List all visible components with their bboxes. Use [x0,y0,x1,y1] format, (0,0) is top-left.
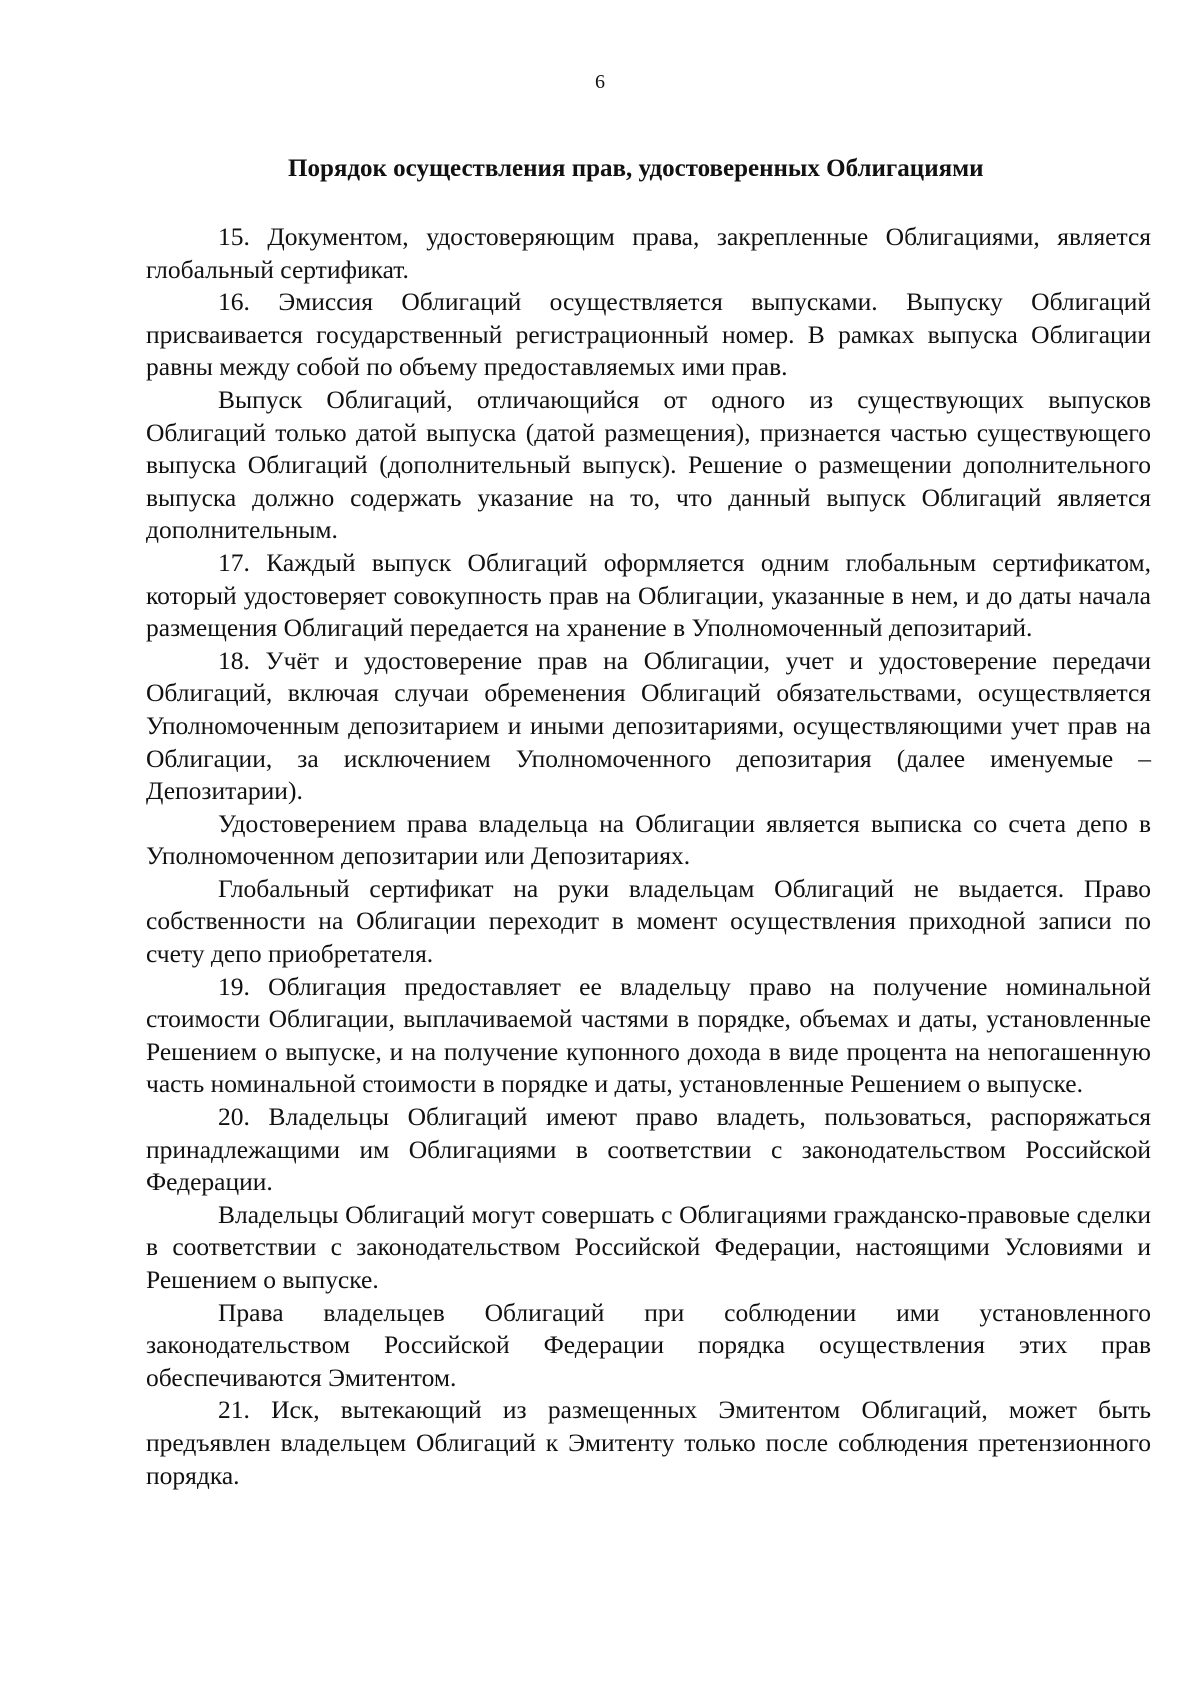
paragraph-18: 18. Учёт и удостоверение прав на Облигации, учет и удостоверение передачи Облигаций, включая случаи обременения Облигаций обязательствами, осуществляется Уполномоченным депозитарием и иными депозитариями, осуществляющими учет прав на Облигации, за исключением Уполномоченного депозитария (далее именуемые – Депозитарии). [146,645,1151,806]
document-body [146,221,1151,1492]
paragraph-20: 20. Владельцы Облигаций имеют право владеть, пользоваться, распоряжаться принадлежащими им Облигациями в соответствии с законодательством Российской Федерации. [146,1102,1151,1197]
paragraph-20-transactions: Владельцы Облигаций могут совершать с Облигациями гражданско-правовые сделки в соответствии с законодательством Российской Федерации, настоящими Условиями и Решением о выпуске. [146,1199,1151,1294]
page-number: 6 [595,71,605,93]
paragraph-18-depo-statement: Удостоверением права владельца на Облигации является выписка со счета депо в Уполномоченном депозитарии или Депозитариях. [146,808,1151,871]
paragraph-20-rights-ensured: Права владельцев Облигаций при соблюдении ими установленного законодательством Российской Федерации порядка осуществления этих прав обеспечиваются Эмитентом. [146,1297,1151,1392]
paragraph-16-additional-issue: Выпуск Облигаций, отличающийся от одного из существующих выпусков Облигаций только датой выпуска (датой размещения), признается частью существующего выпуска Облигаций (дополнительный выпуск). Решение о размещении дополнительного выпуска должно содержать указание на то, что данный выпуск Облигаций является дополнительным. [146,384,1151,545]
paragraph-19: 19. Облигация предоставляет ее владельцу право на получение номинальной стоимости Облигации, выплачиваемой частями в порядке, объемах и даты, установленные Решением о выпуске, и на получение купонного дохода в виде процента на непогашенную часть номинальной стоимости в порядке и даты, установленные Решением о выпуске. [146,971,1151,1099]
section-heading: Порядок осуществления прав, удостоверенных Облигациями [288,155,984,182]
paragraph-17: 17. Каждый выпуск Облигаций оформляется одним глобальным сертификатом, который удостоверяет совокупность прав на Облигации, указанные в нем, и до даты начала размещения Облигаций передается на хранение в Уполномоченный депозитарий. [146,547,1151,643]
paragraph-21: 21. Иск, вытекающий из размещенных Эмитентом Облигаций, может быть предъявлен владельцем Облигаций к Эмитенту только после соблюдения претензионного порядка. [146,1395,1151,1490]
paragraph-16: 16. Эмиссия Облигаций осуществляется выпусками. Выпуску Облигаций присваивается государственный регистрационный номер. В рамках выпуска Облигации равны между собой по объему предоставляемых ими прав. [146,287,1151,382]
paragraph-18-global-certificate: Глобальный сертификат на руки владельцам Облигаций не выдается. Право собственности на Облигации переходит в момент осуществления приходной записи по счету депо приобретателя. [146,873,1151,969]
paragraph-15: 15. Документом, удостоверяющим права, закрепленные Облигациями, является глобальный сертификат. [146,222,1151,284]
